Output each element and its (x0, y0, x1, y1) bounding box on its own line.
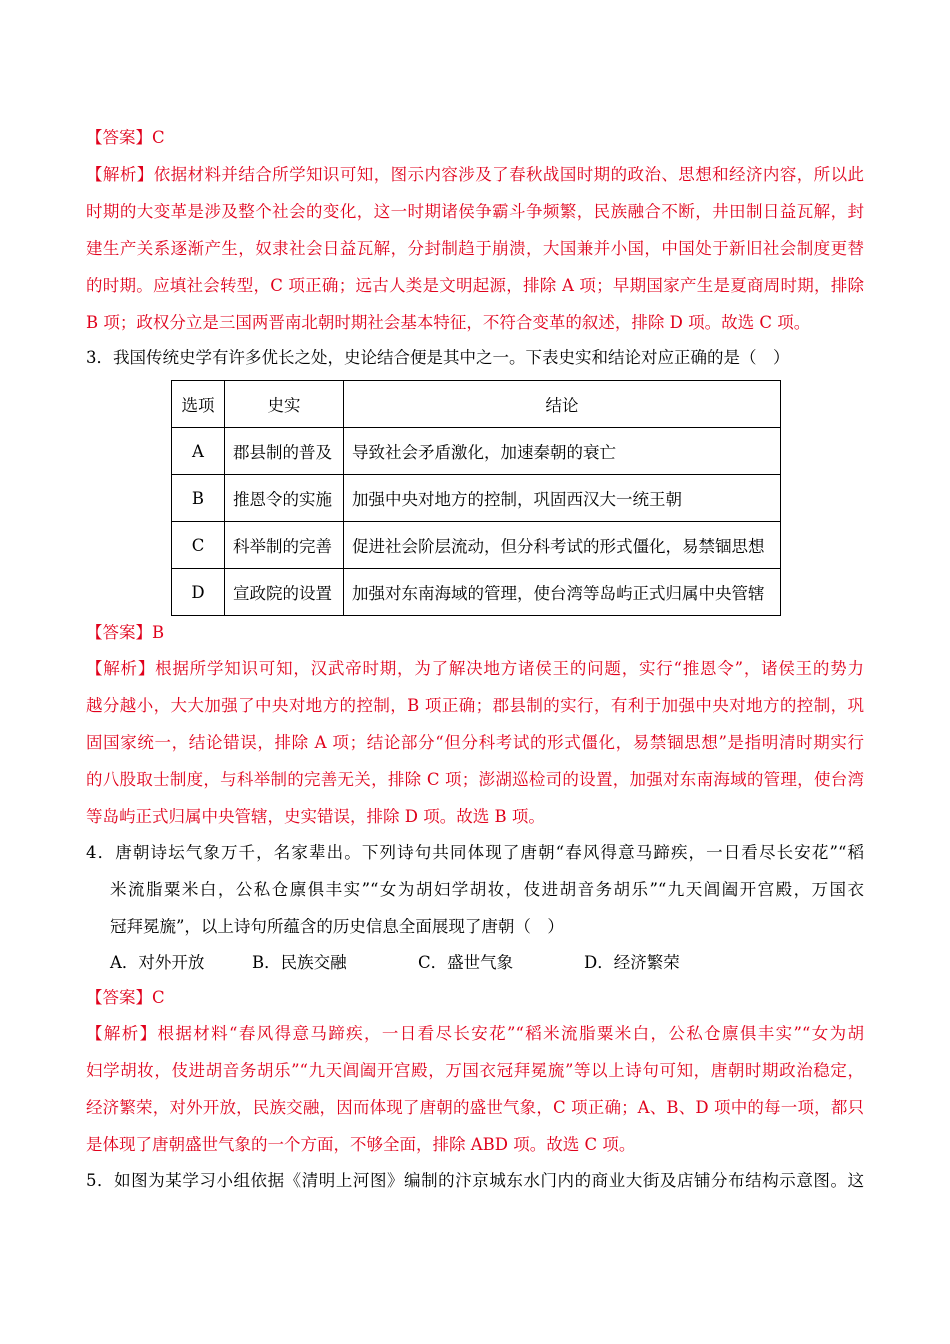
table-cell: 加强中央对地方的控制，巩固西汉大一统王朝 (344, 475, 781, 522)
table-cell: 宣政院的设置 (225, 569, 344, 616)
q2-analysis-line-3: 建生产关系逐渐产生，奴隶社会日益瓦解，分封制趋于崩溃，大国兼并小国，中国处于新旧社会制度更替 (86, 239, 864, 258)
table-header-cell: 史实 (225, 381, 344, 428)
q2-analysis-line-4: 的时期。应填社会转型，C 项正确；远古人类是文明起源，排除 A 项；早期国家产生是夏商周时期，排除 (86, 276, 864, 295)
table-cell: 推恩令的实施 (225, 475, 344, 522)
q4-option-d: D．经济繁荣 (584, 953, 680, 972)
q4-stem-line-3: 冠拜冕旒”，以上诗句所蕴含的历史信息全面展现了唐朝（ ） (110, 917, 564, 936)
q4-stem-line-2: 米流脂粟米白，公私仓廪俱丰实”“女为胡妇学胡妆，伎进胡音务胡乐”“九天阊阖开宫殿，万国衣 (110, 880, 864, 899)
q3-analysis-line-1: 【解析】根据所学知识可知，汉武帝时期，为了解决地方诸侯王的问题，实行“推恩令”，诸侯王的势力 (86, 659, 864, 678)
q5-stem: 5．如图为某学习小组依据《清明上河图》编制的汴京城东水门内的商业大街及店铺分布结构示意图。这 (86, 1171, 864, 1190)
q4-analysis-line-2: 妇学胡妆，伎进胡音务胡乐”“九天阊阖开宫殿，万国衣冠拜冕旒”等以上诗句可知，唐朝时期政治稳定， (86, 1061, 864, 1080)
q4-analysis-line-1: 【解析】根据材料“春风得意马蹄疾，一日看尽长安花”“稻米流脂粟米白，公私仓廪俱丰实”“女为胡 (86, 1024, 865, 1043)
table-cell: 加强对东南海域的管理，使台湾等岛屿正式归属中央管辖 (344, 569, 781, 616)
table-cell: B (172, 475, 225, 522)
table-row (172, 428, 781, 475)
q2-analysis-line-2: 时期的大变革是涉及整个社会的变化，这一时期诸侯争霸斗争频繁，民族融合不断，井田制日益瓦解，封 (86, 202, 864, 221)
q4-analysis-line-4: 是体现了唐朝盛世气象的一个方面，不够全面，排除 ABD 项。故选 C 项。 (86, 1135, 636, 1154)
q4-option-a: A．对外开放 (110, 953, 205, 972)
q4-option-c: C．盛世气象 (418, 953, 514, 972)
q3-table (171, 380, 781, 616)
table-row (172, 475, 781, 522)
q3-analysis-line-5: 等岛屿正式归属中央管辖，史实错误，排除 D 项。故选 B 项。 (86, 807, 545, 826)
table-cell: C (172, 522, 225, 569)
analysis-label: 【解析】 (86, 659, 156, 678)
q4-stem-line-1: 4．唐朝诗坛气象万千，名家辈出。下列诗句共同体现了唐朝“春风得意马蹄疾，一日看尽长安花”“稻 (86, 843, 864, 862)
analysis-label: 【解析】 (86, 165, 154, 184)
table-header-cell: 选项 (172, 381, 225, 428)
table-row (172, 569, 781, 616)
table-cell: 科举制的完善 (225, 522, 344, 569)
table-row (172, 522, 781, 569)
table-cell: A (172, 428, 225, 475)
q2-answer: 【答案】C (86, 128, 165, 147)
q4-option-b: B．民族交融 (252, 953, 347, 972)
table-cell: 导致社会矛盾激化，加速秦朝的衰亡 (344, 428, 781, 475)
table-cell: 促进社会阶层流动，但分科考试的形式僵化，易禁锢思想 (344, 522, 781, 569)
table-cell: 郡县制的普及 (225, 428, 344, 475)
q3-stem: 3．我国传统史学有许多优长之处，史论结合便是其中之一。下表史实和结论对应正确的是（ ） (86, 348, 790, 367)
q2-analysis-line-1: 【解析】依据材料并结合所学知识可知，图示内容涉及了春秋战国时期的政治、思想和经济内容，所以此 (86, 165, 865, 184)
q3-analysis-line-4: 的八股取士制度，与科举制的完善无关，排除 C 项；澎湖巡检司的设置，加强对东南海域的管理，使台湾 (86, 770, 864, 789)
table-header-row (172, 381, 781, 428)
q3-analysis-line-2: 越分越小，大大加强了中央对地方的控制，B 项正确；郡县制的实行，有利于加强中央对地方的控制，巩 (86, 696, 864, 715)
q2-analysis-line-5: B 项；政权分立是三国两晋南北朝时期社会基本特征，不符合变革的叙述，排除 D 项。故选 C 项。 (86, 313, 811, 332)
q4-analysis-line-3: 经济繁荣，对外开放，民族交融，因而体现了唐朝的盛世气象，C 项正确；A、B、D 项中的每一项，都只 (86, 1098, 864, 1117)
table-cell: D (172, 569, 225, 616)
table-header-cell: 结论 (344, 381, 781, 428)
q4-answer: 【答案】C (86, 988, 165, 1007)
analysis-label: 【解析】 (86, 1024, 158, 1043)
q3-answer: 【答案】B (86, 623, 165, 642)
q3-analysis-line-3: 固国家统一，结论错误，排除 A 项；结论部分“但分科考试的形式僵化，易禁锢思想”是指明清时期实行 (86, 733, 864, 752)
